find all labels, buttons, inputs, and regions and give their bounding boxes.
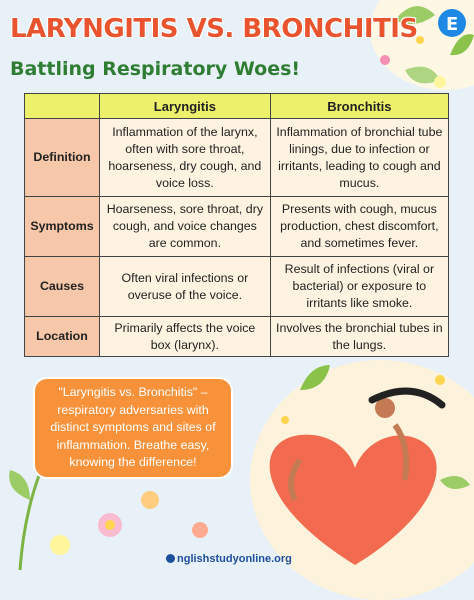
cell-bronchitis-symptoms: Presents with cough, mucus production, chest discomfort, and sometimes fever.: [270, 197, 448, 257]
cell-bronchitis-location: Involves the bronchial tubes in the lungs.: [270, 317, 448, 357]
table-row: [25, 119, 449, 197]
row-header-symptoms: Symptoms: [25, 197, 100, 257]
table-corner-cell: [25, 94, 100, 119]
footer-website-link[interactable]: nglishstudyonline.org: [177, 553, 292, 565]
summary-callout: "Laryngitis vs. Bronchitis" – respiratory adversaries with distinct symptoms and sites of inflammation. Breathe easy, knowing the difference!: [33, 377, 233, 479]
column-header-laryngitis: Laryngitis: [100, 94, 271, 119]
cell-bronchitis-causes: Result of infections (viral or bacterial) or exposure to irritants like smoke.: [270, 257, 448, 317]
comparison-table: [24, 93, 449, 357]
cell-laryngitis-definition: Inflammation of the larynx, often with sore throat, hoarseness, dry cough, and voice loss.: [100, 119, 271, 197]
row-header-causes: Causes: [25, 257, 100, 317]
cell-laryngitis-location: Primarily affects the voice box (larynx).: [100, 317, 271, 357]
cell-laryngitis-causes: Often viral infections or overuse of the voice.: [100, 257, 271, 317]
row-header-location: Location: [25, 317, 100, 357]
page-title: LARYNGITIS VS. BRONCHITIS: [10, 14, 418, 44]
heart-illustration: [270, 391, 442, 565]
row-header-definition: Definition: [25, 119, 100, 197]
svg-text:E: E: [446, 14, 459, 35]
table-header-row: [25, 94, 449, 119]
table-row: [25, 257, 449, 317]
column-header-bronchitis: Bronchitis: [270, 94, 448, 119]
page-subtitle: Battling Respiratory Woes!: [10, 58, 301, 80]
cell-bronchitis-definition: Inflammation of bronchial tube linings, due to infection or irritants, leading to cough and mucus.: [270, 119, 448, 197]
footer-logo-icon: [166, 554, 175, 563]
table-row: [25, 317, 449, 357]
brand-logo-badge: [438, 9, 466, 37]
table-row: [25, 197, 449, 257]
cell-laryngitis-symptoms: Hoarseness, sore throat, dry cough, and voice changes are common.: [100, 197, 271, 257]
